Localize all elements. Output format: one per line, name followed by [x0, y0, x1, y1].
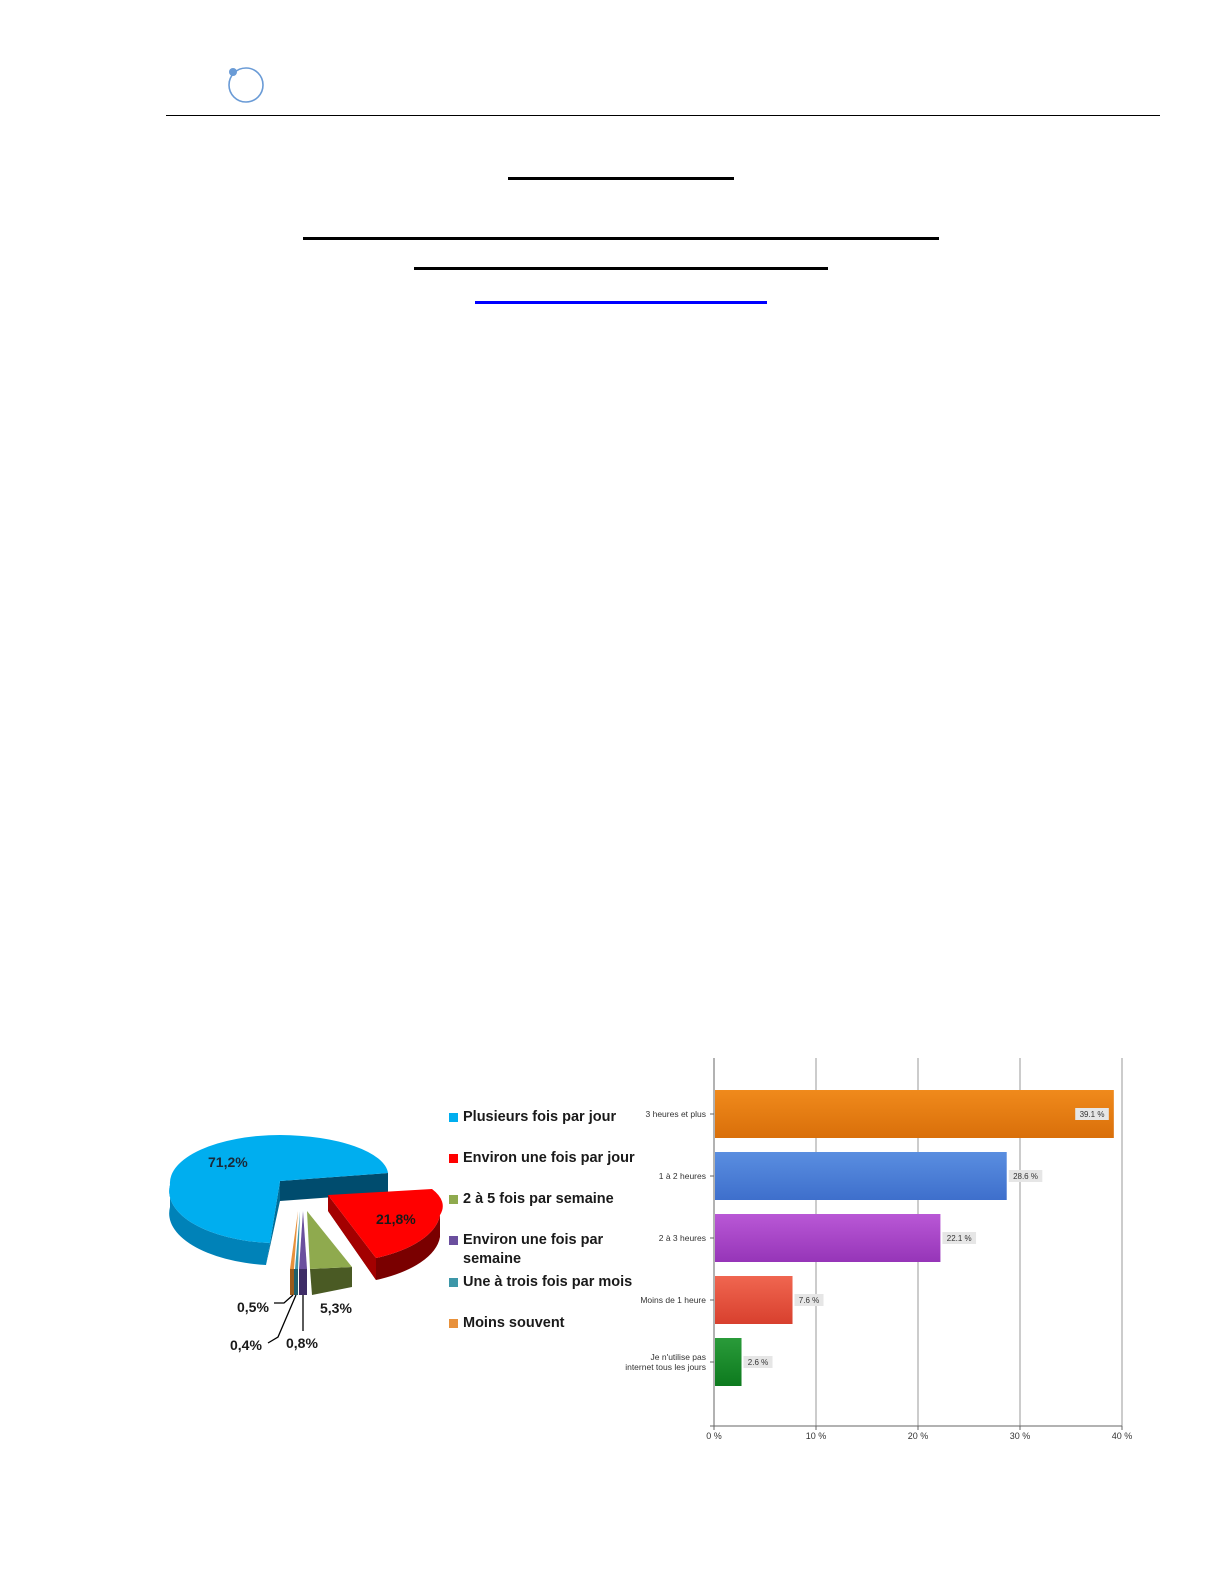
- bar-chart: [600, 1050, 1160, 1450]
- heading-underline-3: [414, 267, 828, 270]
- x-tick-label: 40 %: [1111, 1431, 1133, 1441]
- heading-underline-2: [303, 237, 939, 240]
- value-label: 22.1 %: [946, 1234, 972, 1243]
- legend-label: Une à trois fois par mois: [463, 1274, 633, 1290]
- x-tick-label: 30 %: [1009, 1431, 1031, 1441]
- header-divider: [166, 115, 1160, 116]
- value-label: 39.1 %: [1079, 1110, 1105, 1119]
- leader-line-0-5: [274, 1295, 293, 1303]
- pie-label-environ-jour: 21,8%: [376, 1211, 416, 1227]
- legend-swatch-teal: [449, 1278, 458, 1287]
- category-label: Je n'utilise pas: [650, 1352, 706, 1362]
- pie-chart: [160, 1125, 450, 1360]
- bar: [715, 1090, 1114, 1138]
- pie-label-2-a-5: 5,3%: [320, 1300, 352, 1316]
- value-label: 7.6 %: [798, 1296, 820, 1305]
- x-tick-label: 10 %: [805, 1431, 827, 1441]
- pie-label-une-a-trois: 0,4%: [230, 1337, 262, 1353]
- x-tick-label: 20 %: [907, 1431, 929, 1441]
- pie-slice-orange-side: [290, 1269, 294, 1295]
- category-label: Moins de 1 heure: [640, 1295, 706, 1305]
- legend-item: [447, 1231, 623, 1269]
- legend-swatch-green: [449, 1195, 458, 1204]
- legend-label: Environ une fois par semaine: [463, 1232, 604, 1267]
- value-label: 28.6 %: [1013, 1172, 1038, 1181]
- category-label: 2 à 3 heures: [658, 1233, 706, 1243]
- bar: [715, 1276, 793, 1324]
- legend-label: 2 à 5 fois par semaine: [463, 1191, 614, 1207]
- pie-label-moins-souvent: 0,5%: [237, 1299, 269, 1315]
- pie-label-plusieurs: 71,2%: [208, 1154, 248, 1170]
- legend-label: Environ une fois par jour: [463, 1150, 635, 1166]
- bar: [715, 1338, 742, 1386]
- bar: [715, 1152, 1007, 1200]
- logo: [222, 62, 268, 108]
- legend-swatch-orange: [449, 1319, 458, 1328]
- x-tick-label: 0 %: [706, 1431, 722, 1441]
- legend-label: Plusieurs fois par jour: [463, 1109, 617, 1125]
- bar: [715, 1214, 940, 1262]
- pie-slice-green-side: [310, 1267, 352, 1295]
- legend-swatch-purple: [449, 1236, 458, 1245]
- link-underline[interactable]: [475, 301, 767, 304]
- heading-underline-1: [508, 177, 734, 180]
- legend-label: Moins souvent: [463, 1315, 565, 1331]
- pie-slice-teal-side: [294, 1269, 298, 1295]
- pie-slice-environ-une-fois-par-semaine: [299, 1211, 307, 1269]
- legend-swatch-blue: [449, 1113, 458, 1122]
- pie-label-environ-semaine: 0,8%: [286, 1335, 318, 1351]
- pie-slice-purple-side: [299, 1269, 307, 1295]
- category-label: internet tous les jours: [625, 1362, 706, 1372]
- circle-orbit-logo-icon: [222, 62, 268, 108]
- category-label: 3 heures et plus: [645, 1109, 706, 1119]
- category-label: 1 à 2 heures: [658, 1171, 706, 1181]
- legend-swatch-red: [449, 1154, 458, 1163]
- value-label: 2.6 %: [747, 1358, 769, 1367]
